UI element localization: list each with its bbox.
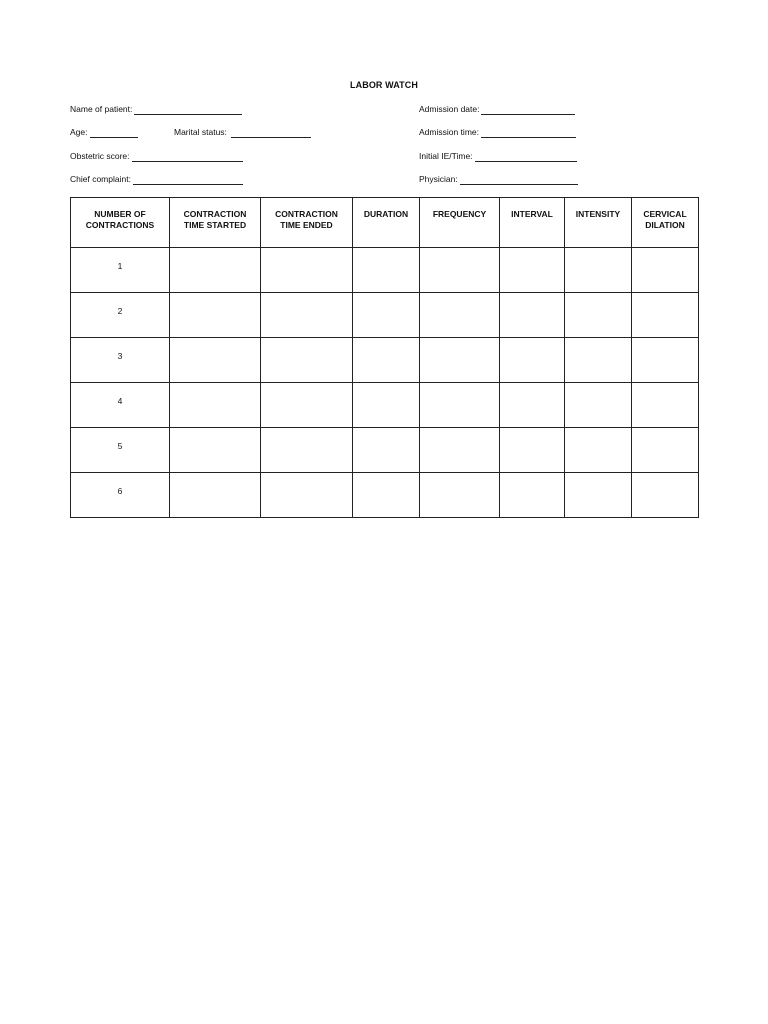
age-label: Age: [70, 127, 88, 137]
contraction-number-cell: 4 [71, 383, 170, 428]
name-of-patient-label: Name of patient: [70, 104, 133, 114]
contraction-number-cell: 2 [71, 293, 170, 338]
time-started-cell[interactable] [170, 383, 261, 428]
table-row [71, 428, 699, 473]
interval-cell[interactable] [500, 338, 565, 383]
duration-cell[interactable] [353, 248, 420, 293]
time-ended-cell[interactable] [261, 338, 353, 383]
admission-date-input-line[interactable] [481, 104, 575, 115]
contraction-number-cell: 3 [71, 338, 170, 383]
table-row [71, 383, 699, 428]
table-row [71, 293, 699, 338]
age-field [70, 127, 138, 138]
duration-cell[interactable] [353, 293, 420, 338]
duration-cell[interactable] [353, 428, 420, 473]
time-ended-cell[interactable] [261, 383, 353, 428]
cervical-dilation-cell[interactable] [632, 293, 699, 338]
initial-ie-time-input-line[interactable] [475, 151, 577, 162]
chief-complaint-label: Chief complaint: [70, 174, 131, 184]
obstetric-score-label: Obstetric score: [70, 151, 130, 161]
initial-ie-time-field [419, 151, 577, 162]
table-row [71, 338, 699, 383]
duration-cell[interactable] [353, 473, 420, 518]
header-interval: INTERVAL [500, 198, 565, 248]
interval-cell[interactable] [500, 248, 565, 293]
obstetric-score-input-line[interactable] [132, 151, 243, 162]
labor-watch-table [70, 197, 699, 518]
time-started-cell[interactable] [170, 338, 261, 383]
table-body [71, 248, 699, 518]
admission-date-label: Admission date: [419, 104, 480, 114]
header-number-of-contractions: NUMBER OF CONTRACTIONS [71, 198, 170, 248]
header-duration: DURATION [353, 198, 420, 248]
cervical-dilation-cell[interactable] [632, 248, 699, 293]
duration-cell[interactable] [353, 383, 420, 428]
interval-cell[interactable] [500, 383, 565, 428]
contraction-number-cell: 6 [71, 473, 170, 518]
marital-status-label: Marital status: [174, 127, 227, 137]
intensity-cell[interactable] [565, 383, 632, 428]
age-input-line[interactable] [90, 127, 138, 138]
header-contraction-time-ended: CONTRACTION TIME ENDED [261, 198, 353, 248]
admission-time-label: Admission time: [419, 127, 479, 137]
name-of-patient-field [70, 104, 242, 115]
contraction-number-cell: 1 [71, 248, 170, 293]
name-of-patient-input-line[interactable] [134, 104, 242, 115]
duration-cell[interactable] [353, 338, 420, 383]
initial-ie-time-label: Initial IE/Time: [419, 151, 473, 161]
cervical-dilation-cell[interactable] [632, 473, 699, 518]
marital-status-input-line[interactable] [231, 127, 311, 138]
intensity-cell[interactable] [565, 338, 632, 383]
header-frequency: FREQUENCY [420, 198, 500, 248]
table-row [71, 473, 699, 518]
time-ended-cell[interactable] [261, 248, 353, 293]
frequency-cell[interactable] [420, 383, 500, 428]
physician-label: Physician: [419, 174, 458, 184]
header-contraction-time-started: CONTRACTION TIME STARTED [170, 198, 261, 248]
obstetric-score-field [70, 151, 243, 162]
header-cervical-dilation: CERVICAL DILATION [632, 198, 699, 248]
time-ended-cell[interactable] [261, 428, 353, 473]
table-row [71, 248, 699, 293]
admission-time-field [419, 127, 576, 138]
intensity-cell[interactable] [565, 473, 632, 518]
time-started-cell[interactable] [170, 473, 261, 518]
frequency-cell[interactable] [420, 293, 500, 338]
physician-input-line[interactable] [460, 174, 578, 185]
contraction-number-cell: 5 [71, 428, 170, 473]
frequency-cell[interactable] [420, 338, 500, 383]
chief-complaint-field [70, 174, 243, 185]
interval-cell[interactable] [500, 428, 565, 473]
admission-time-input-line[interactable] [481, 127, 576, 138]
chief-complaint-input-line[interactable] [133, 174, 243, 185]
form-title: LABOR WATCH [350, 80, 418, 90]
cervical-dilation-cell[interactable] [632, 338, 699, 383]
frequency-cell[interactable] [420, 248, 500, 293]
physician-field [419, 174, 578, 185]
intensity-cell[interactable] [565, 248, 632, 293]
intensity-cell[interactable] [565, 428, 632, 473]
time-started-cell[interactable] [170, 293, 261, 338]
cervical-dilation-cell[interactable] [632, 383, 699, 428]
frequency-cell[interactable] [420, 428, 500, 473]
cervical-dilation-cell[interactable] [632, 428, 699, 473]
interval-cell[interactable] [500, 293, 565, 338]
admission-date-field [419, 104, 575, 115]
header-intensity: INTENSITY [565, 198, 632, 248]
interval-cell[interactable] [500, 473, 565, 518]
time-started-cell[interactable] [170, 248, 261, 293]
time-started-cell[interactable] [170, 428, 261, 473]
intensity-cell[interactable] [565, 293, 632, 338]
marital-status-field [174, 127, 311, 138]
frequency-cell[interactable] [420, 473, 500, 518]
time-ended-cell[interactable] [261, 293, 353, 338]
time-ended-cell[interactable] [261, 473, 353, 518]
table-header-row [71, 198, 699, 248]
